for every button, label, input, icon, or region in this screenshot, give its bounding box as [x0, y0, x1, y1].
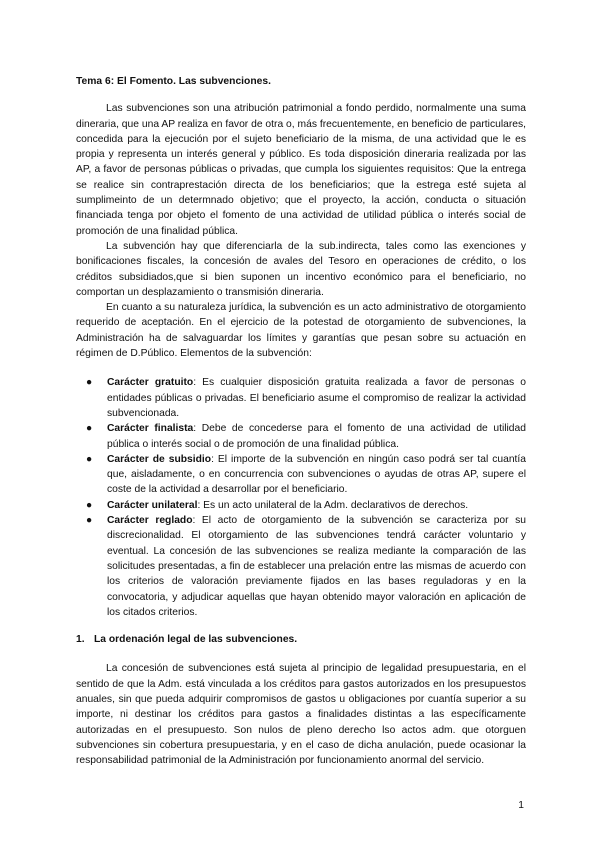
page-number: 1	[518, 800, 524, 811]
bullet-icon: ●	[86, 423, 93, 435]
elements-list	[76, 375, 526, 620]
paragraph-legal-nature: En cuanto a su naturaleza jurídica, la subvención es un acto administrativo de otorgamiento requerido de aceptación. En el ejercicio de la potestad de otorgamiento de subvenciones, la Administración ha de salvaguardar los límites y garantías que pesan sobre su actuación en régimen de D.Público. Elementos de la subvención:	[76, 302, 526, 360]
paragraph-differentiation: La subvención hay que diferenciarla de la sub.indirecta, tales como las exenciones y bonificaciones fiscales, la concesión de avales del Tesoro en operaciones de crédito, o los créditos subsidiados,que si bien suponen un incentivo económico para el beneficiario, no comportan un desplazamiento o transmisión dineraria.	[76, 240, 526, 298]
element-term: Carácter gratuito	[107, 377, 194, 389]
element-text: : Es un acto unilateral de la Adm. declarativos de derechos.	[197, 499, 469, 511]
list-item	[76, 498, 526, 513]
section-heading	[76, 632, 526, 647]
list-item	[76, 421, 526, 452]
element-term: Carácter unilateral	[107, 499, 198, 511]
document-title: Tema 6: El Fomento. Las subvenciones.	[76, 76, 271, 87]
bullet-icon: ●	[86, 377, 93, 389]
section-number: 1.	[76, 634, 85, 646]
element-text: : Es cualquier disposición gratuita realizada a favor de personas o entidades públicas o privadas. El beneficiario asume el compromiso de realizar la actividad subvencionada.	[107, 377, 526, 419]
element-text: : El importe de la subvención en ningún caso podrá ser tal cuantía que, aisladamente, o en concurrencia con subvenciones o ayudas de otras AP, supere el coste de la actividad a desarrollar por el beneficiario.	[107, 453, 526, 496]
paragraph-legal-ordering: La concesión de subvenciones está sujeta al principio de legalidad presupuestaria, en el sentido de que la Adm. está vinculada a los créditos para gastos autorizados en los presupuestos anuales, sin que pueda adquirir compromisos de gastos u obligaciones por cuantía superior a su importe, ni destinar los créditos para gastos a finalidades distintas a las específicamente autorizadas en el presupuesto. Son nulos de pleno derecho lso actos adm. que otorguen subvenciones sin cobertura presupuestaria, y en el caso de dicha anulación, puede ocasionar la responsabilidad patrimonial de la Administración por funcionamiento anormal del servicio.	[76, 663, 526, 767]
element-term: Carácter finalista	[107, 423, 194, 435]
document-body	[76, 74, 526, 768]
element-term: Carácter de subsidio	[107, 453, 212, 465]
bullet-icon: ●	[86, 515, 93, 527]
paragraph-definition: Las subvenciones son una atribución patrimonial a fondo perdido, normalmente una suma dineraria, que una AP realiza en favor de otra o, más frecuentemente, en beneficio de particulares, concedida para la ejecución por el sujeto beneficiario de la misma, de una actividad que le es propia y representa un interés general y público. Es toda disposición dineraria realizada por las AP, a favor de personas públicas o privadas, que cumpla los siguientes requisitos: Que la entrega se realice sin contraprestación directa de los beneficiarios; que la estrega esté sujeta al sumplimeinto de un determnado objetivo; que el proyecto, la acción, conducta o situación financiada tenga por objeto el fomento de una actividad de utilidad pública o interés social de promoción de una finalidad pública.	[76, 103, 526, 237]
list-item	[76, 375, 526, 421]
element-text: : El acto de otorgamiento de la subvención se caracteriza por su discrecionalidad. El otorgamiento de las subvenciones tendrá carácter voluntario y eventual. La concesión de las subvenciones se realiza mediante la comparación de las solicitudes presentadas, a fin de establecer una prelación entre las mismas de acuerdo con los criterios de valoración previamente fijados en las bases reguladoras y en la convocatoria, y adjudicar aquellas que hayan obtenido mayor valoración en aplicación de los citados criterios.	[107, 515, 526, 618]
element-term: Carácter reglado	[107, 515, 193, 527]
list-item	[76, 452, 526, 498]
bullet-icon: ●	[86, 453, 93, 465]
bullet-icon: ●	[86, 499, 93, 511]
list-item	[76, 513, 526, 620]
element-text: : Debe de concederse para el fomento de una actividad de utilidad pública o interés social o de promoción de una finalidad pública.	[107, 423, 526, 450]
section-title: La ordenación legal de las subvenciones.	[94, 634, 298, 646]
